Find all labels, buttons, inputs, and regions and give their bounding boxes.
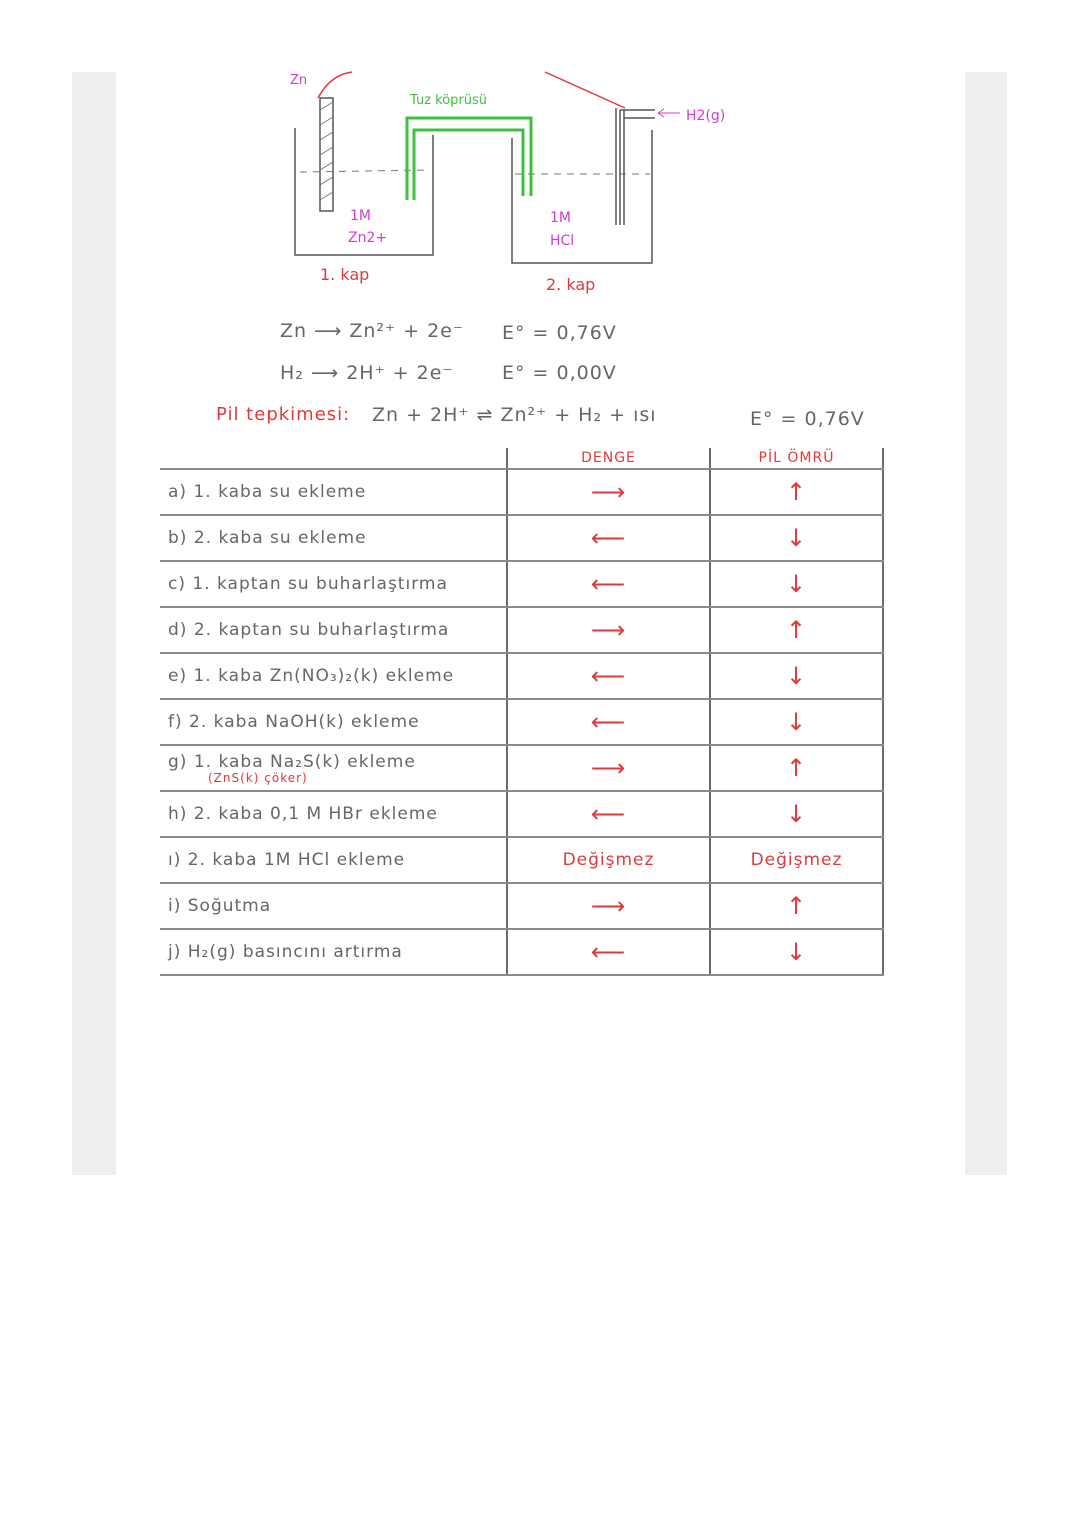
denge-cell xyxy=(507,699,710,745)
condition-label: ı) 2. kaba 1M HCl ekleme xyxy=(168,850,406,870)
cup-2 xyxy=(512,130,652,263)
table-row xyxy=(160,699,883,745)
cell-reaction-label: Pil tepkimesi: xyxy=(216,404,351,425)
table-row xyxy=(160,745,883,791)
wire-right xyxy=(545,72,625,108)
hydrogen-electrode xyxy=(616,108,655,225)
half-reaction-2-potential: E° = 0,00V xyxy=(502,362,617,384)
denge-cell xyxy=(507,653,710,699)
equilibrium-arrow-icon: ⟶ xyxy=(590,754,627,782)
omru-cell xyxy=(710,515,883,561)
cup2-concentration: 1M xyxy=(550,210,571,226)
lifetime-arrow-icon: ↓ xyxy=(785,524,808,552)
equilibrium-arrow-icon: ⟵ xyxy=(590,524,627,552)
condition-cell xyxy=(160,883,507,929)
cup1-concentration: 1M xyxy=(350,208,371,224)
condition-cell xyxy=(160,745,507,791)
header-denge: DENGE xyxy=(507,448,710,469)
equilibrium-arrow-icon: ⟵ xyxy=(590,800,627,828)
omru-cell xyxy=(710,929,883,975)
condition-label: j) H₂(g) basıncını artırma xyxy=(168,942,403,962)
equilibrium-arrow-icon: ⟵ xyxy=(590,662,627,690)
condition-label: h) 2. kaba 0,1 M HBr ekleme xyxy=(168,804,438,824)
condition-cell xyxy=(160,791,507,837)
lifetime-arrow-icon: ↓ xyxy=(785,570,808,598)
condition-cell xyxy=(160,837,507,883)
omru-cell xyxy=(710,791,883,837)
salt-bridge-label: Tuz köprüsü xyxy=(410,93,488,108)
condition-label: d) 2. kaptan su buharlaştırma xyxy=(168,620,450,640)
header-pil-omru: PİL ÖMRÜ xyxy=(710,448,883,469)
condition-cell xyxy=(160,699,507,745)
condition-label: e) 1. kaba Zn(NO₃)₂(k) ekleme xyxy=(168,666,455,686)
table-row xyxy=(160,469,883,515)
cell-reaction: Zn + 2H⁺ ⇌ Zn²⁺ + H₂ + ısı xyxy=(372,404,657,426)
equilibrium-arrow-icon: ⟶ xyxy=(590,616,627,644)
lifetime-arrow-icon: ↑ xyxy=(785,754,808,782)
denge-cell xyxy=(507,515,710,561)
table-row xyxy=(160,607,883,653)
zn-label: Zn xyxy=(290,73,308,88)
omru-cell xyxy=(710,653,883,699)
condition-label: g) 1. kaba Na₂S(k) ekleme xyxy=(168,752,416,772)
half-reaction-1: Zn ⟶ Zn²⁺ + 2e⁻ xyxy=(280,320,464,342)
denge-cell xyxy=(507,469,710,515)
condition-cell xyxy=(160,561,507,607)
omru-text: Değişmez xyxy=(750,850,843,870)
lifetime-arrow-icon: ↑ xyxy=(785,892,808,920)
table-row xyxy=(160,791,883,837)
condition-cell xyxy=(160,653,507,699)
omru-cell xyxy=(710,561,883,607)
condition-cell xyxy=(160,929,507,975)
condition-label: c) 1. kaptan su buharlaştırma xyxy=(168,574,448,594)
lifetime-arrow-icon: ↑ xyxy=(785,616,808,644)
cup1-ion: Zn2+ xyxy=(348,230,388,246)
equilibrium-arrow-icon: ⟵ xyxy=(590,708,627,736)
omru-cell xyxy=(710,883,883,929)
table-row xyxy=(160,883,883,929)
equilibrium-arrow-icon: ⟶ xyxy=(590,892,627,920)
half-reaction-2: H₂ ⟶ 2H⁺ + 2e⁻ xyxy=(280,362,454,384)
cup2-ion: HCl xyxy=(550,233,575,249)
lifetime-arrow-icon: ↓ xyxy=(785,800,808,828)
table-row xyxy=(160,929,883,975)
wire-left xyxy=(318,72,352,98)
equilibrium-arrow-icon: ⟶ xyxy=(590,478,627,506)
condition-label: b) 2. kaba su ekleme xyxy=(168,528,367,548)
omru-cell xyxy=(710,469,883,515)
table-row xyxy=(160,653,883,699)
conditions-table xyxy=(160,448,884,976)
denge-cell xyxy=(507,607,710,653)
denge-cell xyxy=(507,929,710,975)
denge-cell xyxy=(507,561,710,607)
condition-note: (ZnS(k) çöker) xyxy=(208,771,308,785)
zn-electrode xyxy=(320,98,333,211)
denge-text: Değişmez xyxy=(562,850,655,870)
condition-label: i) Soğutma xyxy=(168,896,272,916)
omru-cell xyxy=(710,837,883,883)
lifetime-arrow-icon: ↓ xyxy=(785,708,808,736)
table-row xyxy=(160,837,883,883)
omru-cell xyxy=(710,607,883,653)
galvanic-cell-diagram xyxy=(0,0,1080,310)
table-row xyxy=(160,515,883,561)
omru-cell xyxy=(710,699,883,745)
denge-cell xyxy=(507,837,710,883)
h2-inlet-arrow-icon xyxy=(658,109,680,117)
header-condition xyxy=(160,448,507,469)
lifetime-arrow-icon: ↓ xyxy=(785,938,808,966)
table-header-row xyxy=(160,448,883,469)
cell-potential: E° = 0,76V xyxy=(750,408,865,430)
omru-cell xyxy=(710,745,883,791)
equilibrium-arrow-icon: ⟵ xyxy=(590,938,627,966)
table-row xyxy=(160,561,883,607)
condition-cell xyxy=(160,607,507,653)
liquid-level xyxy=(300,170,650,174)
equilibrium-arrow-icon: ⟵ xyxy=(590,570,627,598)
denge-cell xyxy=(507,883,710,929)
lifetime-arrow-icon: ↑ xyxy=(785,478,808,506)
h2-label: H2(g) xyxy=(686,108,726,124)
condition-cell xyxy=(160,469,507,515)
condition-label: a) 1. kaba su ekleme xyxy=(168,482,367,502)
condition-cell xyxy=(160,515,507,561)
denge-cell xyxy=(507,745,710,791)
half-reaction-1-potential: E° = 0,76V xyxy=(502,322,617,344)
cup2-label: 2. kap xyxy=(546,275,596,294)
denge-cell xyxy=(507,791,710,837)
condition-label: f) 2. kaba NaOH(k) ekleme xyxy=(168,712,420,732)
cup1-label: 1. kap xyxy=(320,265,370,284)
lifetime-arrow-icon: ↓ xyxy=(785,662,808,690)
